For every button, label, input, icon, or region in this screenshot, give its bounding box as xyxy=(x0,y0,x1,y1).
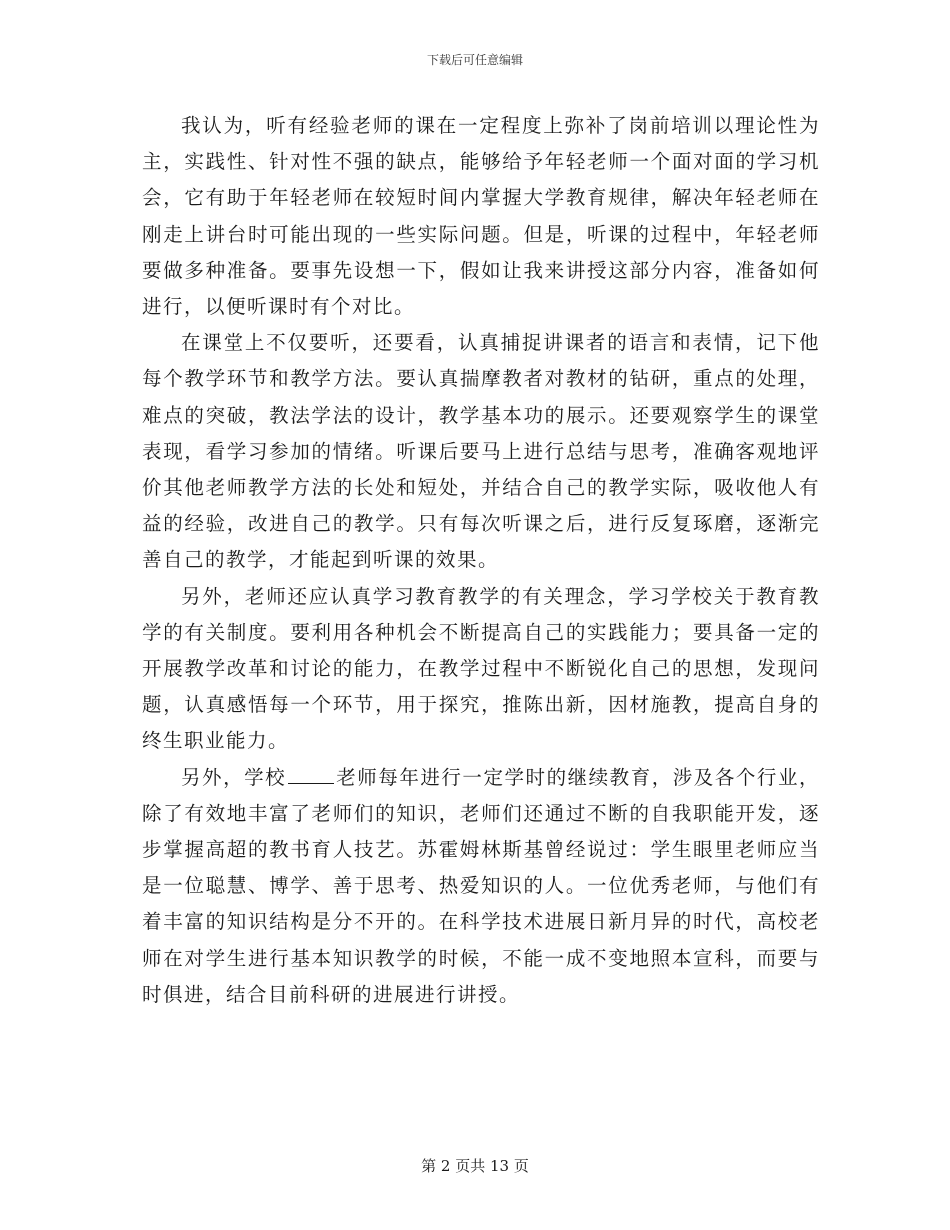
paragraph-3: 另外，老师还应认真学习教育教学的有关理念，学习学校关于教育教学的有关制度。要利用各种机会不断提高自己的实践能力；要具备一定的开展教学改革和讨论的能力，在教学过程中不断锐化自己的思想，发现问题，认真感悟每一个环节，用于探究，推陈出新，因材施教，提高自身的终生职业能力。 xyxy=(142,584,820,753)
document-body xyxy=(142,108,820,1013)
paragraph-4 xyxy=(142,760,820,1013)
fill-in-blank xyxy=(288,763,334,784)
paragraph-4-before-blank: 另外，学校 xyxy=(181,765,287,789)
page-header: 下载后可任意编辑 xyxy=(426,53,523,67)
paragraph-2: 在课堂上不仅要听，还要看，认真捕捉讲课者的语言和表情，记下他每个教学环节和教学方法。要认真揣摩教者对教材的钻研，重点的处理，难点的突破，教法学法的设计，教学基本功的展示。还要观察学生的课堂表现，看学习参加的情绪。听课后要马上进行总结与思考，准确客观地评价其他老师教学方法的长处和短处，并结合自己的教学实际，吸收他人有益的经验，改进自己的教学。只有每次听课之后，进行反复琢磨，逐渐完善自己的教学，才能起到听课的效果。 xyxy=(142,331,820,572)
page-number-footer: 第 2 页共 13 页 xyxy=(421,1157,529,1175)
paragraph-1: 我认为，听有经验老师的课在一定程度上弥补了岗前培训以理论性为主，实践性、针对性不强的缺点，能够给予年轻老师一个面对面的学习机会，它有助于年轻老师在较短时间内掌握大学教育规律，解决年轻老师在刚走上讲台时可能出现的一些实际问题。但是，听课的过程中，年轻老师要做多种准备。要事先设想一下，假如让我来讲授这部分内容，准备如何进行，以便听课时有个对比。 xyxy=(142,114,820,319)
paragraph-4-after-blank: 老师每年进行一定学时的继续教育，涉及各个行业，除了有效地丰富了老师们的知识，老师们还通过不断的自我职能开发，逐步掌握高超的教书育人技艺。苏霍姆林斯基曾经说过：学生眼里老师应当是一位聪慧、博学、善于思考、热爱知识的人。一位优秀老师，与他们有着丰富的知识结构是分不开的。在科学技术进展日新月异的时代，高校老师在对学生进行基本知识教学的时候，不能一成不变地照本宣科，而要与时俱进，结合目前科研的进展进行讲授。 xyxy=(142,765,820,1006)
